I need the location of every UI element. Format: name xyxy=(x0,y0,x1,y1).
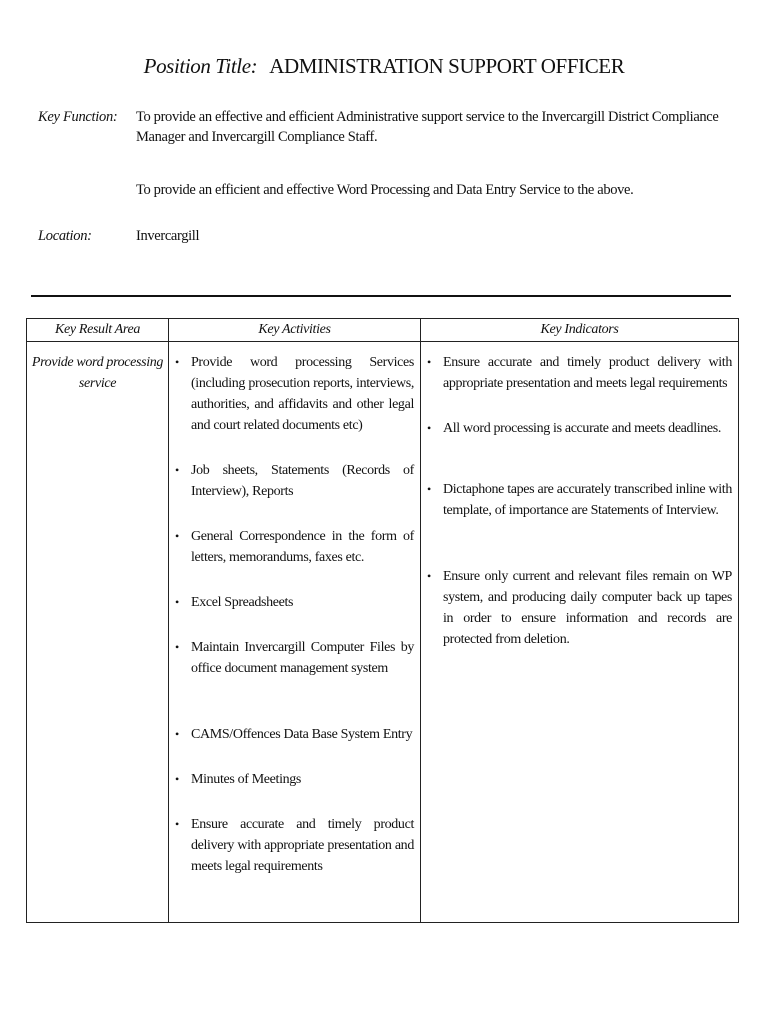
indicators-cell xyxy=(421,342,739,923)
activity-text: Job sheets, Statements (Records of Interview), Reports xyxy=(191,463,414,499)
activity-text: Maintain Invercargill Computer Files by office document management system xyxy=(191,640,414,676)
indicators-list xyxy=(427,352,732,650)
position-title xyxy=(0,53,768,79)
indicator-text: Dictaphone tapes are accurately transcribed inline with template, of importance are Statements of Interview. xyxy=(443,482,732,518)
bullet-icon: • xyxy=(427,569,431,583)
bullet-icon: • xyxy=(175,355,179,369)
activity-text: Minutes of Meetings xyxy=(191,772,302,787)
list-item xyxy=(175,637,414,679)
list-item xyxy=(175,724,414,745)
list-item xyxy=(175,460,414,502)
list-item xyxy=(427,566,732,650)
list-item xyxy=(175,352,414,436)
activities-list xyxy=(175,352,414,877)
list-item xyxy=(427,352,732,394)
bullet-icon: • xyxy=(175,727,179,741)
key-function-label: Key Function: xyxy=(38,109,118,125)
header-key-activities: Key Activities xyxy=(169,319,421,342)
list-item xyxy=(175,814,414,877)
list-item xyxy=(175,592,414,613)
table-row xyxy=(27,342,739,923)
bullet-icon: • xyxy=(175,772,179,786)
bullet-icon: • xyxy=(427,421,431,435)
bullet-icon: • xyxy=(175,529,179,543)
bullet-icon: • xyxy=(175,817,179,831)
position-title-value: ADMINISTRATION SUPPORT OFFICER xyxy=(269,54,625,78)
activity-text: Ensure accurate and timely product delivery with appropriate presentation and meets legal requirements xyxy=(191,817,414,874)
location-label: Location: xyxy=(38,228,92,244)
list-item xyxy=(175,769,414,790)
key-function-paragraph-1: To provide an effective and efficient Administrative support service to the Invercargill District Compliance Manager and Invercargill Compliance Staff. xyxy=(136,109,719,145)
activity-text: General Correspondence in the form of letters, memorandums, faxes etc. xyxy=(191,529,414,565)
indicator-text: Ensure only current and relevant files remain on WP system, and producing daily computer back up tapes in order to ensure information and records are protected from deletion. xyxy=(443,569,732,647)
header-key-indicators: Key Indicators xyxy=(421,319,739,342)
activities-cell xyxy=(169,342,421,923)
list-item xyxy=(427,418,732,439)
bullet-icon: • xyxy=(427,482,431,496)
bullet-icon: • xyxy=(427,355,431,369)
table-header-row xyxy=(27,319,739,342)
key-result-table xyxy=(26,318,739,923)
list-item xyxy=(427,479,732,521)
indicator-text: All word processing is accurate and meets deadlines. xyxy=(443,421,722,436)
position-title-label: Position Title: xyxy=(143,54,258,78)
bullet-icon: • xyxy=(175,595,179,609)
result-area-cell: Provide word processing service xyxy=(27,342,169,923)
list-item xyxy=(175,526,414,568)
section-divider xyxy=(31,295,731,297)
indicator-text: Ensure accurate and timely product delivery with appropriate presentation and meets legal requirements xyxy=(443,355,732,391)
location-value: Invercargill xyxy=(136,228,200,244)
header-key-result-area: Key Result Area xyxy=(27,319,169,342)
key-function-paragraph-2: To provide an efficient and effective Word Processing and Data Entry Service to the above. xyxy=(136,182,634,198)
activity-text: CAMS/Offences Data Base System Entry xyxy=(191,727,413,742)
bullet-icon: • xyxy=(175,640,179,654)
activity-text: Excel Spreadsheets xyxy=(191,595,294,610)
activity-text: Provide word processing Services (including prosecution reports, interviews, authorities, and affidavits and other legal and court related documents etc) xyxy=(191,355,414,433)
bullet-icon: • xyxy=(175,463,179,477)
